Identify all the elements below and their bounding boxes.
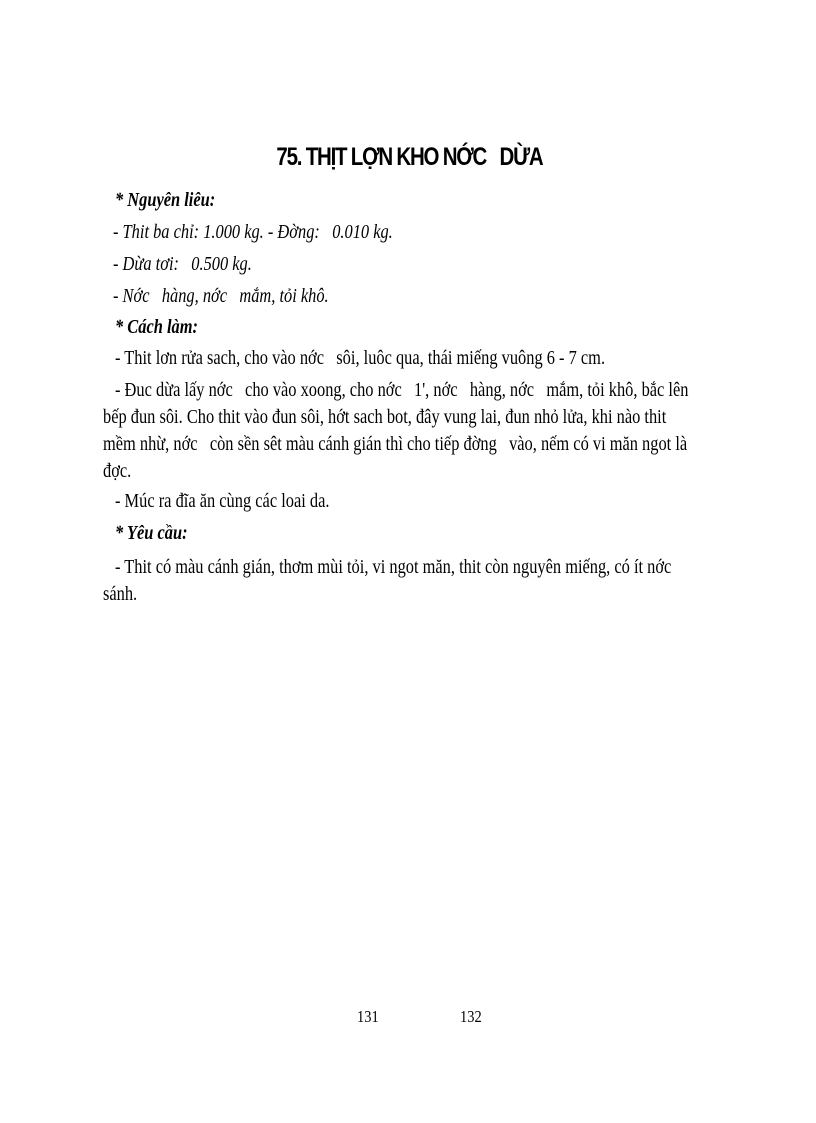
method-line: - Múc ra đĩa ăn cùng các loai da. xyxy=(115,490,330,512)
page-number-right: 132 xyxy=(460,1007,482,1026)
ingredient-line: - Dừa tơi: 0.500 kg. xyxy=(113,253,252,275)
method-line: bếp đun sôi. Cho thit vào đun sôi, hớt sach bot, đây vung lai, đun nhỏ lửa, khi nào thit xyxy=(103,406,667,428)
recipe-title: 75. THỊT LỢN KHO NỚC DỪA xyxy=(276,143,543,171)
method-line: - Đuc dừa lấy nớc cho vào xoong, cho nớc 1', nớc hàng, nớc mắm, tỏi khô, bắc lên xyxy=(115,379,689,401)
method-line: đợc. xyxy=(103,460,132,482)
requirements-line: - Thit có màu cánh gián, thơm mùi tỏi, vi ngot măn, thit còn nguyên miếng, có ít nớc xyxy=(115,556,672,578)
method-heading: * Cách làm: xyxy=(115,316,198,338)
ingredient-line: - Thit ba chỉ: 1.000 kg. - Đờng: 0.010 kg. xyxy=(113,221,393,243)
requirements-heading: * Yêu cầu: xyxy=(115,522,188,544)
method-line: - Thit lơn rửa sach, cho vào nớc sôi, luôc qua, thái miếng vuông 6 - 7 cm. xyxy=(115,347,606,369)
requirements-line: sánh. xyxy=(103,583,138,605)
page-number-left: 131 xyxy=(357,1007,379,1026)
ingredients-heading: * Nguyên liêu: xyxy=(115,189,216,211)
method-line: mềm nhừ, nớc còn sền sêt màu cánh gián thì cho tiếp đờng vào, nếm có vi măn ngot là xyxy=(103,433,688,455)
ingredient-line: - Nớc hàng, nớc mắm, tỏi khô. xyxy=(113,285,329,307)
